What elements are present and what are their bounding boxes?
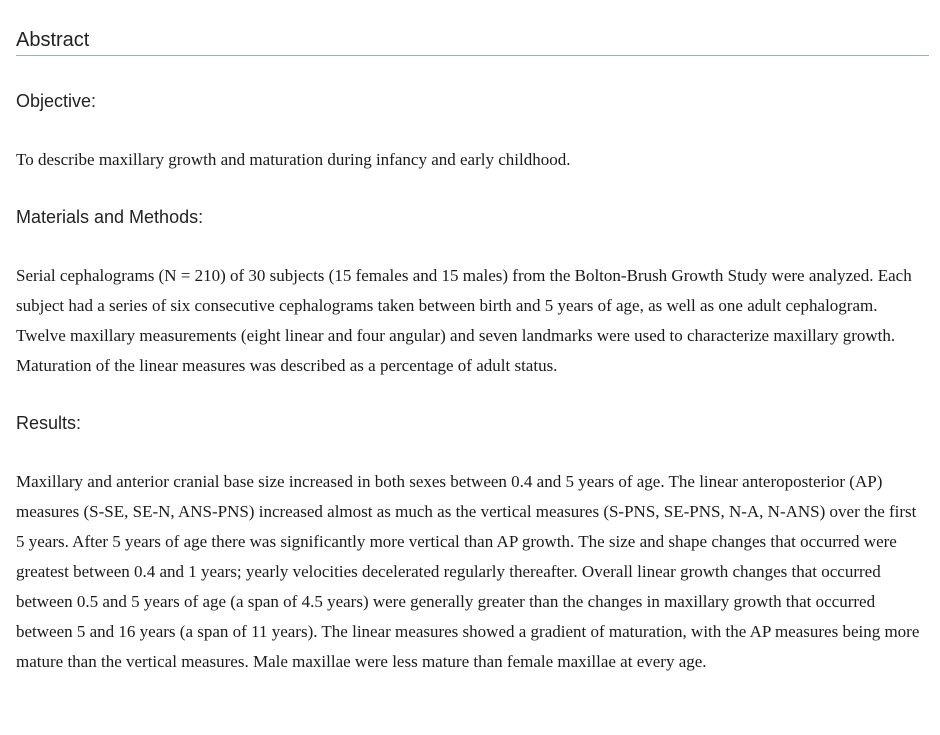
section-results bbox=[16, 411, 929, 677]
materials-methods-heading: Materials and Methods: bbox=[16, 207, 204, 227]
results-heading: Results: bbox=[16, 413, 82, 433]
abstract-container bbox=[16, 0, 929, 677]
section-materials-methods bbox=[16, 205, 929, 381]
results-text: Maxillary and anterior cranial base size increased in both sexes between 0.4 and 5 years of age. The linear anteroposterior (AP) measures (S-SE, SE-N, ANS-PNS) increased almost as much as the vertical measures (S-PNS, SE-PNS, N-A, N-ANS) over the first 5 years. After 5 years of age there was significantly more vertical than AP growth. The size and shape changes that occurred were greatest between 0.4 and 1 years; yearly velocities decelerated regularly thereafter. Overall linear growth changes that occurred between 0.5 and 5 years of age (a span of 4.5 years) were generally greater than the changes in maxillary growth that occurred between 5 and 16 years (a span of 11 years). The linear measures showed a gradient of maturation, with the AP measures being more mature than the vertical measures. Male maxillae were less mature than female maxillae at every age. bbox=[16, 472, 920, 671]
materials-methods-text: Serial cephalograms (N = 210) of 30 subjects (15 females and 15 males) from the Bolton-Brush Growth Study were analyzed. Each subject had a series of six consecutive cephalograms taken between birth and 5 years of age, as well as one adult cephalogram. Twelve maxillary measurements (eight linear and four angular) and seven landmarks were used to characterize maxillary growth. Maturation of the linear measures was described as a percentage of adult status. bbox=[16, 266, 912, 375]
abstract-title: Abstract bbox=[16, 0, 929, 56]
objective-text: To describe maxillary growth and maturation during infancy and early childhood. bbox=[16, 150, 571, 169]
section-objective bbox=[16, 89, 929, 175]
objective-heading: Objective: bbox=[16, 91, 97, 111]
